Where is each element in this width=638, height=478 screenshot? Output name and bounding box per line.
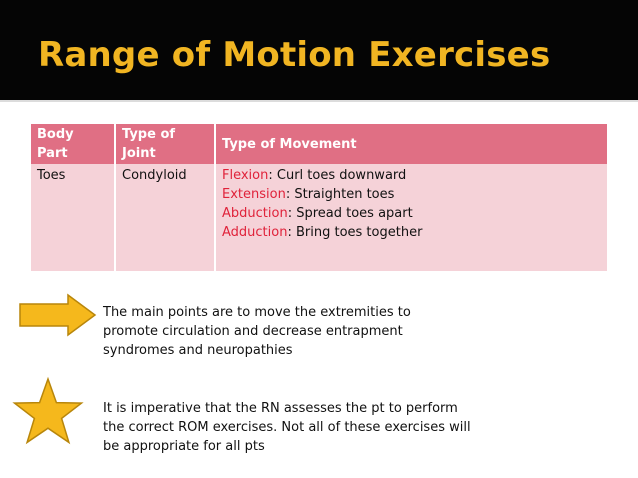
slide-title: Range of Motion Exercises	[38, 35, 551, 75]
movement-name: Abduction	[222, 206, 288, 221]
movement-name: Adduction	[222, 225, 288, 240]
cell-joint-type: Condyloid	[115, 164, 215, 271]
movement-description: : Spread toes apart	[287, 206, 413, 221]
title-divider	[0, 100, 638, 102]
table-header-row	[31, 124, 607, 164]
movement-adduction	[222, 223, 601, 242]
header-joint-type: Type of Joint	[115, 124, 215, 164]
movement-name: Flexion	[222, 168, 269, 183]
note-main-points: The main points are to move the extremities to promote circulation and decrease entrapment syndromes and neuropathies	[103, 305, 411, 358]
title-bar	[0, 0, 638, 100]
table-row	[31, 164, 607, 271]
cell-movements	[215, 164, 607, 271]
movement-description: : Curl toes downward	[268, 168, 407, 183]
star-icon	[10, 376, 86, 452]
movement-description: : Straighten toes	[285, 187, 395, 202]
arrow-right-icon	[18, 293, 98, 337]
cell-body-part: Toes	[31, 164, 115, 271]
movement-abduction	[222, 204, 601, 223]
movement-extension	[222, 185, 601, 204]
header-body-part: Body Part	[31, 124, 115, 164]
movement-description: : Bring toes together	[287, 225, 423, 240]
header-movement-type: Type of Movement	[215, 124, 607, 164]
movement-name: Extension	[222, 187, 286, 202]
range-of-motion-table	[31, 124, 607, 271]
movement-flexion	[222, 166, 601, 185]
note-rn-assessment: It is imperative that the RN assesses the pt to perform the correct ROM exercises. Not all of these exercises will be appropriate for all pts	[103, 401, 471, 454]
